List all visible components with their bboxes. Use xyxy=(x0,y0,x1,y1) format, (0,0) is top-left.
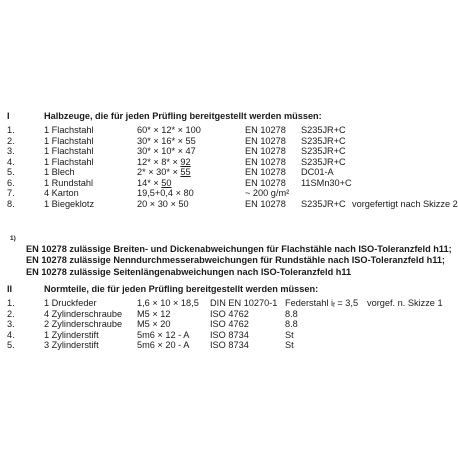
row-material xyxy=(285,330,294,340)
table-row xyxy=(0,167,458,177)
row-description: 4 Zylinderschraube xyxy=(44,308,123,319)
section1-roman: I xyxy=(7,111,10,121)
row-number: 2. xyxy=(7,308,15,319)
row-standard: ISO 4762 xyxy=(210,308,249,319)
row-number: 3. xyxy=(7,319,15,330)
row-standard: EN 10278 xyxy=(245,156,286,167)
row-number: 1. xyxy=(7,298,15,308)
row-dimensions xyxy=(137,157,191,167)
row-dimensions: 5m6 × 12 - A xyxy=(137,329,190,340)
row-standard: EN 10278 xyxy=(245,135,286,146)
dimensions-text: 30* × 16* × 55 xyxy=(137,135,196,146)
dimensions-text: 60* × 12* × 100 xyxy=(137,125,201,135)
dimensions-text: 2* × 30* × xyxy=(137,167,181,178)
row-description: 1 Flachstahl xyxy=(44,156,94,167)
row-description: 1 Zylinderstift xyxy=(44,329,99,340)
table-row xyxy=(0,157,458,167)
row-standard: EN 10278 xyxy=(245,198,286,209)
row-number: 1. xyxy=(7,125,15,135)
dimensions-underlined: 50 xyxy=(161,177,172,188)
row-number: 3. xyxy=(7,146,15,157)
row-material: S235JR+C xyxy=(301,156,346,167)
row-description: 1 Flachstahl xyxy=(44,125,94,135)
footnote-line-2: EN 10278 zulässige Nenndurchmesserabweichungen für Rundstähle nach ISO-Toleranzfeld h11; xyxy=(26,255,445,265)
row-standard: ISO 8734 xyxy=(210,340,249,351)
section2-heading: Normteile, die für jeden Prüfling bereitgestellt werden müssen: xyxy=(44,284,319,294)
dimensions-underlined: 92 xyxy=(180,156,191,167)
row-number: 4. xyxy=(7,156,15,167)
row-dimensions xyxy=(137,188,194,198)
row-standard: EN 10278 xyxy=(245,177,286,188)
row-dimensions xyxy=(137,167,191,177)
table-row xyxy=(0,330,458,340)
row-standard: EN 10278 xyxy=(245,167,286,178)
row-material: S235JR+C xyxy=(301,146,346,157)
table-row xyxy=(0,178,458,188)
dimensions-text: 14* × xyxy=(137,177,162,188)
row-dimensions: 1,6 × 10 × 18,5 xyxy=(137,298,199,308)
row-description: 1 Druckfeder xyxy=(44,298,97,308)
row-number: 6. xyxy=(7,177,15,188)
row-number: 5. xyxy=(7,167,15,178)
row-note: vorgefertigt nach Skizze 2 xyxy=(352,198,458,209)
row-description: 4 Karton xyxy=(44,188,79,199)
dimensions-text: 20 × 30 × 50 xyxy=(137,198,189,209)
row-description: 1 Rundstahl xyxy=(44,177,94,188)
table-row xyxy=(0,146,458,156)
table-row xyxy=(0,319,458,329)
row-material: S235JR+C xyxy=(301,135,346,146)
row-standard: EN 10278 xyxy=(245,146,286,157)
footnote-line-3: EN 10278 zulässige Seitenlängenabweichungen nach ISO-Toleranzfeld h11 xyxy=(26,267,352,277)
row-material: 11SMn30+C xyxy=(301,177,352,188)
table-row xyxy=(0,125,458,135)
row-dimensions xyxy=(137,125,201,135)
row-material xyxy=(285,309,298,319)
row-dimensions: 5m6 × 20 - A xyxy=(137,340,190,351)
row-standard: ISO 8734 xyxy=(210,329,249,340)
material-text: 8.8 xyxy=(285,319,298,330)
table-row xyxy=(0,309,458,319)
row-description: 1 Flachstahl xyxy=(44,135,94,146)
footnote-marker: 1) xyxy=(10,235,16,242)
row-number: 2. xyxy=(7,135,15,146)
material-text: St xyxy=(285,340,294,351)
row-description: 3 Zylinderstift xyxy=(44,340,99,351)
row-dimensions xyxy=(137,136,196,146)
material-text: St xyxy=(285,329,294,340)
row-material xyxy=(285,298,358,308)
row-dimensions xyxy=(137,199,189,209)
row-standard: ~ 200 g/m² xyxy=(245,188,290,199)
row-description: 1 Blech xyxy=(44,167,75,178)
section1-heading: Halbzeuge, die für jeden Prüfling bereitgestellt werden müssen: xyxy=(44,111,322,121)
dimensions-text: 19,5+0,4 × 80 xyxy=(137,188,194,199)
dimensions-underlined: 55 xyxy=(180,167,191,178)
row-description: 1 Biegeklotz xyxy=(44,198,95,209)
dimensions-text: 30* × 10* × 47 xyxy=(137,146,196,157)
row-dimensions: M5 × 12 xyxy=(137,308,171,319)
row-description: 2 Zylinderschraube xyxy=(44,319,123,330)
table-row xyxy=(0,199,458,209)
footnote-line-1: EN 10278 zulässige Breiten- und Dickenabweichungen für Flachstähle nach ISO-Toleranzfeld h11; xyxy=(26,244,452,254)
row-standard: DIN EN 10270-1 xyxy=(210,298,278,308)
row-material: S235JR+C xyxy=(301,125,346,135)
section2-roman: II xyxy=(7,284,13,294)
row-dimensions: M5 × 20 xyxy=(137,319,171,330)
row-dimensions xyxy=(137,178,172,188)
dimensions-text: 12* × 8* × xyxy=(137,156,181,167)
row-description: 1 Flachstahl xyxy=(44,146,94,157)
table-row xyxy=(0,340,458,350)
row-material xyxy=(285,319,298,329)
row-material: DC01-A xyxy=(301,167,334,178)
row-dimensions xyxy=(137,146,196,156)
row-number: 4. xyxy=(7,329,15,340)
row-standard: EN 10278 xyxy=(245,125,286,135)
row-material xyxy=(285,340,294,350)
material-text: Federstahl i xyxy=(285,298,334,308)
row-number: 7. xyxy=(7,188,15,199)
row-number: 8. xyxy=(7,198,15,209)
table-row xyxy=(0,188,458,198)
table-row xyxy=(0,298,458,308)
row-standard: ISO 4762 xyxy=(210,319,249,330)
row-note: vorgef. n. Skizze 1 xyxy=(367,298,443,308)
row-material: S235JR+C xyxy=(301,198,346,209)
table-row xyxy=(0,136,458,146)
row-number: 5. xyxy=(7,340,15,351)
material-value: = 3,5 xyxy=(334,298,359,308)
material-text: 8.8 xyxy=(285,308,298,319)
material-subscript: f xyxy=(333,302,335,309)
